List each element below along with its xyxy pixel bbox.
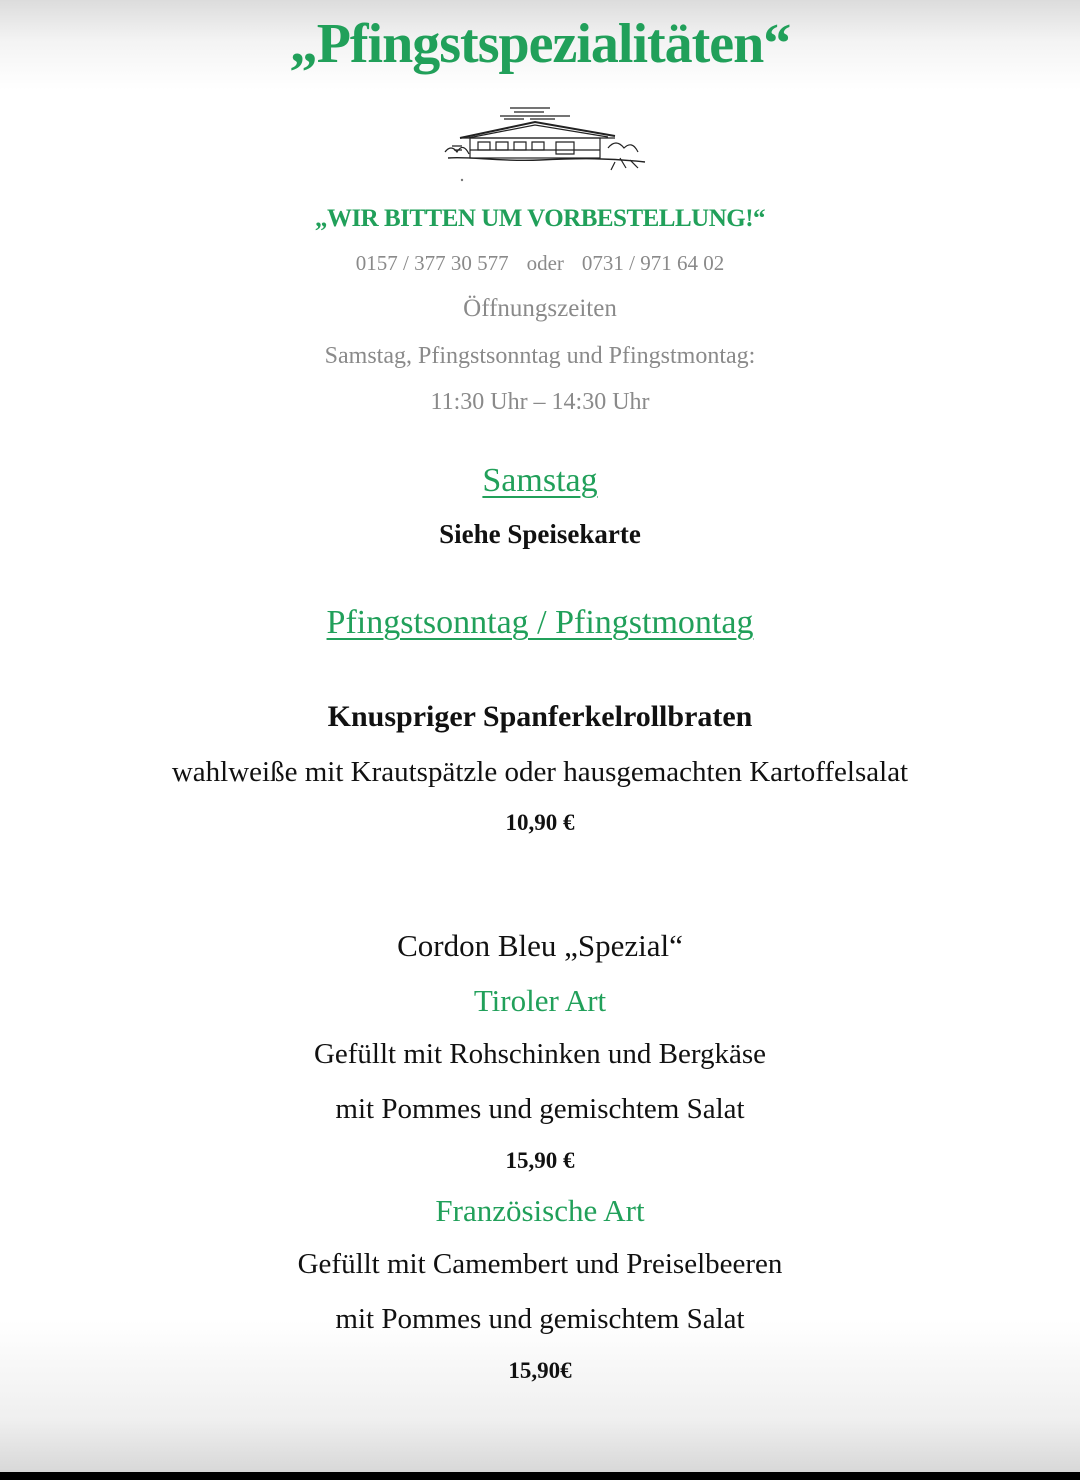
saturday-heading-text: Samstag [482,462,598,499]
restaurant-building-logo [440,100,650,190]
page-title: „Pfingstspezialitäten“ [289,13,791,75]
variant-description: Gefüllt mit Rohschinken und Bergkäse [313,1038,767,1070]
bottom-bar [0,1472,1080,1480]
saturday-text: Siehe Speisekarte [439,519,641,549]
opening-hours-time: 11:30 Uhr – 14:30 Uhr [430,389,650,415]
phone-separator: oder [526,251,564,275]
sunday-monday-heading-text: Pfingstsonntag / Pfingstmontag [326,604,754,641]
dish-name: Cordon Bleu „Spezial“ [397,928,683,963]
variant-price: 15,90 € [505,1148,575,1173]
saturday-heading [0,464,1080,498]
variant-description: mit Pommes und gemischtem Salat [335,1303,745,1335]
variant-name: Tiroler Art [473,983,607,1018]
phone-number-2[interactable]: 0731 / 971 64 02 [581,251,725,275]
variant-description: Gefüllt mit Camembert und Preiselbeeren [297,1248,783,1280]
variant-name: Französische Art [435,1193,645,1228]
opening-hours-title: Öffnungszeiten [463,295,617,322]
variant-description: mit Pommes und gemischtem Salat [335,1093,745,1125]
variant-price: 15,90€ [508,1358,572,1383]
dish-price: 10,90 € [505,810,575,835]
phone-number-1[interactable]: 0157 / 377 30 577 [355,251,509,275]
opening-hours-days: Samstag, Pfingstsonntag und Pfingstmontag: [324,343,756,369]
prebook-note: „WIR BITTEN UM VORBESTELLUNG!“ [314,205,766,232]
sunday-monday-heading [0,606,1080,640]
phone-numbers [0,253,1080,274]
dish-name: Knuspriger Spanferkelrollbraten [327,700,753,733]
dish-description: wahlweiße mit Krautspätzle oder hausgemachten Kartoffelsalat [171,756,909,788]
